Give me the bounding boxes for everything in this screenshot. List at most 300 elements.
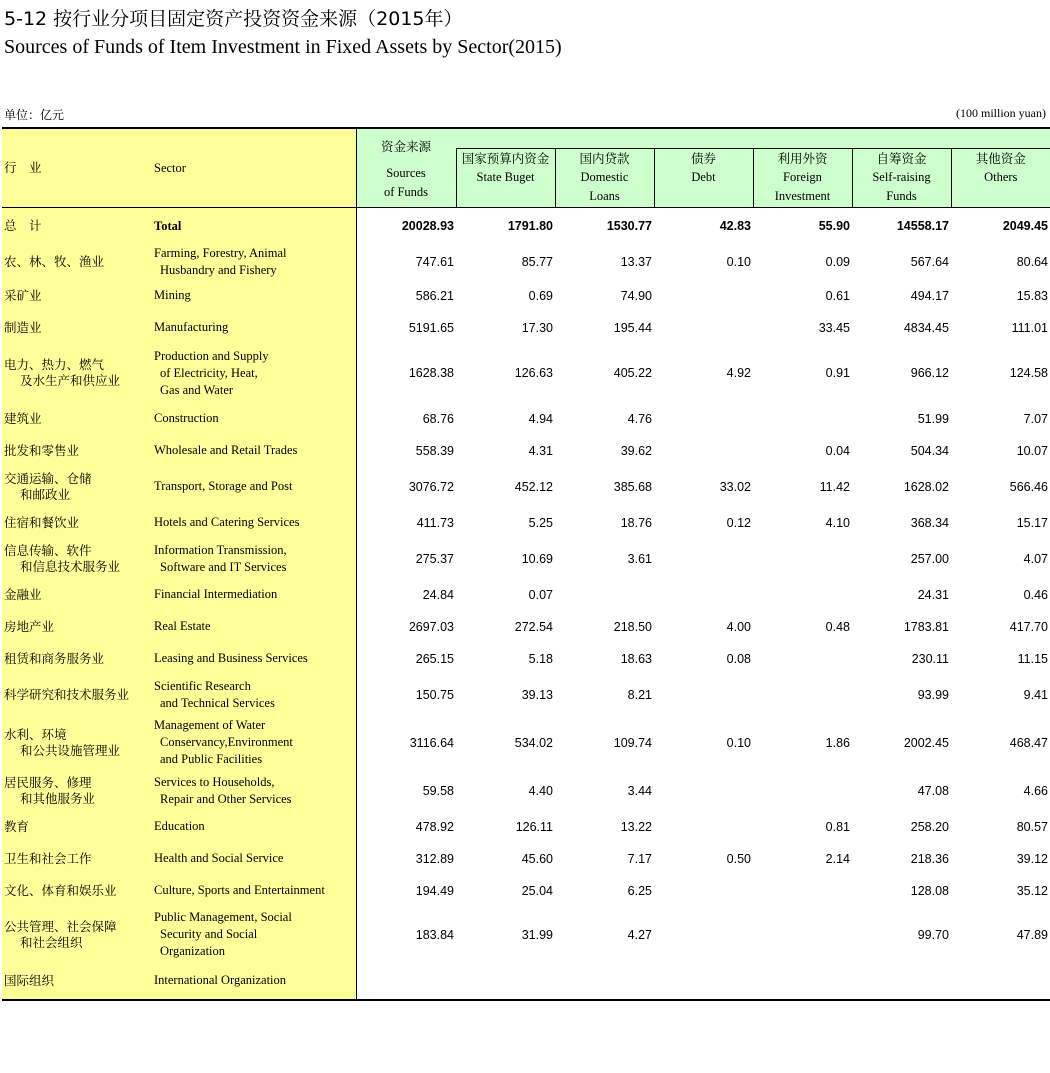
sector-cn-line: 租赁和商务服务业 [4, 650, 105, 666]
header-col-2 [654, 149, 753, 208]
header-total-en-1: Sources [386, 166, 426, 180]
sector-cn [2, 675, 154, 715]
value-cell: 25.04 [521, 883, 553, 898]
value-cell: 0.48 [825, 619, 850, 634]
value-cell: 45.60 [521, 851, 553, 866]
value-cell: 405.22 [613, 366, 652, 380]
value-cell [654, 312, 753, 344]
value-cell: 74.90 [620, 288, 652, 303]
value-cell: 111.01 [1011, 320, 1048, 335]
header-sector-cn: 行 业 [2, 128, 154, 208]
value-cell: 411.73 [416, 515, 454, 530]
value-cell: 39.13 [521, 687, 553, 702]
value-cell: 9.41 [1023, 687, 1048, 702]
sector-cn [2, 245, 154, 280]
value-cell: 385.68 [613, 479, 652, 494]
value-cell: 4.07 [1023, 551, 1048, 566]
value-cell: 10.07 [1016, 443, 1048, 458]
value-cell: 0.09 [825, 255, 850, 269]
value-cell: 7.07 [1023, 411, 1048, 426]
sector-en [154, 435, 356, 467]
sector-cn-line: 交通运输、仓储 [4, 470, 92, 486]
value-cell: 4834.45 [903, 320, 949, 335]
value-cell: 4.10 [825, 515, 850, 530]
value-cell: 126.63 [514, 366, 553, 380]
value-cell: 567.64 [910, 255, 949, 269]
value-cell [753, 963, 852, 1000]
header-col-en1: Domestic [580, 170, 629, 184]
sector-cn-line: 和其他服务业 [20, 790, 96, 806]
value-cell: 2002.45 [903, 735, 949, 750]
value-cell: 80.57 [1016, 819, 1048, 834]
value-cell: 11.15 [1017, 651, 1048, 666]
sector-en [154, 811, 356, 843]
sector-cn-line: 国际组织 [4, 972, 55, 988]
value-cell [654, 435, 753, 467]
sector-cn [2, 771, 154, 811]
unit-label-en: (100 million yuan) [956, 106, 1046, 120]
sector-cn [2, 507, 154, 539]
value-cell [555, 579, 654, 611]
header-col-en1: State Buget [476, 170, 535, 184]
sector-cn-line: 居民服务、修理 [4, 774, 92, 790]
sector-cn-line: 总 计 [4, 218, 42, 234]
page-title-en: Sources of Funds of Item Investment in Fixed Assets by Sector(2015) [4, 36, 562, 58]
table-row [2, 675, 1050, 715]
sector-cn-line: 房地产业 [4, 618, 55, 634]
table-row [2, 771, 1050, 811]
sector-cn [2, 280, 154, 312]
sector-cn-line: 教育 [4, 818, 30, 834]
sector-en-line: Repair and Other Services [160, 791, 292, 806]
value-cell: 3.44 [627, 783, 652, 798]
value-cell: 0.10 [726, 735, 751, 750]
table-row [2, 507, 1050, 539]
value-cell: 4.00 [726, 619, 751, 634]
header-col-en1: Debt [691, 170, 716, 184]
sector-en [154, 467, 356, 507]
sector-en-line: Real Estate [154, 619, 211, 633]
sector-cn-line: 科学研究和技术服务业 [4, 686, 130, 702]
value-cell: 0.50 [726, 851, 751, 866]
value-cell: 99.70 [917, 927, 949, 942]
value-cell: 1791.80 [507, 219, 553, 234]
sector-en-line: Organization [160, 944, 226, 958]
value-cell: 566.46 [1009, 479, 1048, 494]
value-cell: 0.91 [825, 366, 850, 380]
sector-cn-line: 水利、环境 [4, 726, 67, 742]
value-cell: 230.11 [911, 651, 949, 666]
sector-en [154, 245, 356, 280]
value-cell: 966.12 [910, 366, 949, 380]
table-row [2, 467, 1050, 507]
sector-cn [2, 579, 154, 611]
sector-cn [2, 643, 154, 675]
header-col-en1: Self-raising [872, 170, 931, 184]
value-cell: 452.12 [514, 479, 553, 494]
sector-cn [2, 344, 154, 403]
sector-en [154, 539, 356, 579]
header-col-cn: 自筹资金 [876, 151, 927, 166]
sector-cn [2, 539, 154, 579]
sector-cn-line: 批发和零售业 [4, 442, 80, 458]
sector-en-line: Management of Water [154, 718, 266, 732]
value-cell: 109.74 [613, 735, 652, 750]
sector-cn-line: 文化、体育和娱乐业 [4, 882, 117, 898]
value-cell: 47.89 [1016, 927, 1048, 942]
value-cell: 417.70 [1009, 619, 1048, 634]
value-cell: 124.58 [1009, 366, 1048, 380]
sector-en-line: Information Transmission, [154, 542, 287, 557]
value-cell: 272.54 [514, 619, 553, 634]
sector-cn-line: 住宿和餐饮业 [4, 514, 80, 530]
value-cell: 258.20 [910, 819, 949, 834]
sector-en-line: Total [154, 218, 182, 233]
value-cell: 126.11 [515, 819, 553, 834]
sector-en-line: and Public Facilities [160, 752, 263, 766]
value-cell: 0.69 [528, 288, 553, 303]
value-cell [654, 907, 753, 963]
sector-en-line: Health and Social Service [154, 851, 284, 865]
value-cell [753, 907, 852, 963]
sector-en [154, 208, 356, 245]
header-col-cn: 其他资金 [975, 151, 1026, 166]
value-cell: 128.08 [910, 883, 949, 898]
value-cell: 312.89 [415, 851, 454, 866]
value-cell: 11.42 [819, 479, 850, 494]
sector-cn [2, 907, 154, 963]
sector-en-line: Scientific Research [154, 678, 251, 693]
sector-en [154, 771, 356, 811]
header-col-1 [555, 149, 654, 208]
value-cell: 8.21 [627, 687, 652, 702]
value-cell [852, 963, 951, 1000]
value-cell: 183.84 [415, 927, 454, 942]
sector-en [154, 312, 356, 344]
value-cell: 3076.72 [408, 479, 454, 494]
sector-cn-line: 制造业 [4, 319, 42, 335]
value-cell: 55.90 [818, 219, 850, 234]
value-cell [654, 963, 753, 1000]
value-cell: 15.83 [1016, 288, 1048, 303]
value-cell [753, 579, 852, 611]
value-cell: 5191.65 [408, 320, 454, 335]
header-col-en2: Investment [774, 189, 831, 203]
value-cell: 18.76 [620, 515, 652, 530]
value-cell: 368.34 [910, 515, 949, 530]
sector-en [154, 875, 356, 907]
value-cell: 534.02 [514, 735, 553, 750]
value-cell: 0.46 [1023, 587, 1048, 602]
header-col-0 [456, 149, 555, 208]
value-cell: 4.76 [627, 411, 652, 426]
sector-en-line: Gas and Water [160, 382, 234, 397]
sector-en [154, 403, 356, 435]
value-cell: 2697.03 [408, 619, 454, 634]
value-cell: 1628.02 [903, 479, 949, 494]
table-row [2, 643, 1050, 675]
table-row [2, 245, 1050, 280]
sector-en [154, 611, 356, 643]
sector-en [154, 963, 356, 1000]
sector-cn-line: 建筑业 [4, 410, 42, 426]
value-cell [753, 403, 852, 435]
value-cell [654, 675, 753, 715]
value-cell: 0.07 [528, 587, 553, 602]
value-cell [456, 963, 555, 1000]
value-cell: 468.47 [1009, 735, 1048, 750]
value-cell: 39.62 [620, 443, 652, 458]
value-cell [654, 539, 753, 579]
value-cell: 1530.77 [606, 219, 652, 234]
value-cell: 257.00 [910, 551, 949, 566]
value-cell: 3.61 [627, 551, 652, 566]
value-cell: 4.27 [627, 927, 652, 942]
sector-en-line: Transport, Storage and Post [154, 479, 293, 493]
header-col-en1: Foreign [783, 170, 822, 184]
value-cell: 2049.45 [1002, 219, 1048, 234]
sector-cn [2, 811, 154, 843]
value-cell: 42.83 [719, 219, 751, 234]
header-col-en2: Loans [589, 189, 620, 203]
value-cell [654, 811, 753, 843]
value-cell: 18.63 [620, 651, 652, 666]
page-title-cn: 5-12 按行业分项目固定资产投资资金来源（2015年） [4, 8, 463, 30]
value-cell: 1.86 [825, 735, 850, 750]
value-cell: 558.39 [415, 443, 454, 458]
value-cell: 6.25 [627, 883, 652, 898]
header-total-cn: 资金来源 [380, 139, 431, 154]
value-cell: 68.76 [422, 411, 454, 426]
table-row [2, 963, 1050, 1000]
sector-en [154, 579, 356, 611]
value-cell: 504.34 [910, 443, 949, 458]
value-cell [753, 675, 852, 715]
value-cell: 20028.93 [401, 219, 454, 234]
value-cell: 33.02 [719, 479, 751, 494]
sector-cn-line: 采矿业 [4, 287, 42, 303]
value-cell: 195.44 [613, 320, 652, 335]
sector-cn [2, 403, 154, 435]
table-row [2, 811, 1050, 843]
sector-cn-line: 和信息技术服务业 [20, 558, 121, 574]
value-cell: 4.66 [1023, 783, 1048, 798]
header-total-en-2: of Funds [383, 185, 429, 199]
value-cell: 4.31 [528, 443, 553, 458]
value-cell: 0.61 [825, 288, 850, 303]
value-cell: 0.08 [726, 651, 751, 666]
value-cell: 10.69 [521, 551, 553, 566]
sector-en [154, 715, 356, 771]
sector-en-line: Software and IT Services [160, 559, 287, 574]
value-cell: 17.30 [521, 320, 553, 335]
value-cell: 586.21 [415, 288, 454, 303]
sector-en-line: Husbandry and Fishery [160, 263, 277, 277]
value-cell [753, 643, 852, 675]
value-cell [356, 963, 456, 1000]
header-sector-en: Sector [154, 128, 356, 208]
sector-cn [2, 208, 154, 245]
sector-en-line: and Technical Services [160, 695, 275, 710]
sector-en-line: Services to Households, [154, 774, 275, 789]
sector-en [154, 907, 356, 963]
sector-cn-line: 公共管理、社会保障 [4, 918, 117, 934]
sector-en-line: Security and Social [160, 927, 258, 941]
value-cell: 494.17 [910, 288, 949, 303]
value-cell [654, 403, 753, 435]
value-cell [753, 539, 852, 579]
value-cell: 7.17 [627, 851, 652, 866]
value-cell: 33.45 [818, 320, 850, 335]
value-cell: 0.10 [726, 255, 751, 269]
value-cell [654, 771, 753, 811]
sector-en-line: of Electricity, Heat, [160, 365, 258, 380]
value-cell: 265.15 [415, 651, 454, 666]
sector-cn [2, 611, 154, 643]
value-cell: 218.36 [910, 851, 949, 866]
sector-en [154, 675, 356, 715]
value-cell: 0.04 [825, 443, 850, 458]
table-row [2, 715, 1050, 771]
sector-en-line: Farming, Forestry, Animal [154, 246, 287, 260]
sector-cn [2, 875, 154, 907]
value-cell: 1783.81 [903, 619, 949, 634]
sector-cn-line: 信息传输、软件 [4, 542, 92, 558]
header-col-cn: 债券 [690, 151, 716, 166]
table-row [2, 435, 1050, 467]
sector-cn-line: 金融业 [4, 586, 42, 602]
value-cell: 39.12 [1016, 851, 1048, 866]
sector-en-line: Wholesale and Retail Trades [154, 443, 298, 457]
value-cell: 35.12 [1016, 883, 1048, 898]
table-row [2, 403, 1050, 435]
value-cell [753, 875, 852, 907]
sector-en-line: Culture, Sports and Entertainment [154, 883, 325, 897]
header-col-3 [753, 149, 852, 208]
value-cell: 4.94 [528, 411, 553, 426]
table-row [2, 312, 1050, 344]
value-cell [654, 579, 753, 611]
table-row [2, 344, 1050, 403]
value-cell: 1628.38 [408, 366, 454, 380]
table-row [2, 843, 1050, 875]
table-row [2, 907, 1050, 963]
value-cell [753, 771, 852, 811]
sector-en-line: Production and Supply [154, 348, 269, 363]
value-cell [555, 963, 654, 1000]
sector-en-line: Education [154, 819, 205, 833]
value-cell: 80.64 [1016, 255, 1048, 269]
header-col-cn: 国内贷款 [579, 151, 630, 166]
value-cell: 2.14 [825, 851, 850, 866]
value-cell: 3116.64 [409, 735, 454, 750]
table-row [2, 875, 1050, 907]
sector-cn-line: 和邮政业 [20, 486, 71, 502]
sector-en-line: International Organization [154, 973, 287, 987]
sector-en-line: Conservancy,Environment [160, 735, 293, 749]
header-col-cn: 利用外资 [777, 151, 828, 166]
value-cell: 4.40 [528, 783, 553, 798]
sector-en [154, 507, 356, 539]
value-cell: 24.84 [422, 587, 454, 602]
header-col-5 [951, 149, 1050, 208]
table-row [2, 208, 1050, 245]
table-row [2, 611, 1050, 643]
value-cell: 4.92 [726, 366, 751, 380]
sector-en-line: Leasing and Business Services [154, 651, 308, 665]
sector-cn-line: 和公共设施管理业 [20, 742, 121, 758]
header-col-en1: Others [984, 170, 1018, 184]
sector-cn-line: 及水生产和供应业 [20, 373, 121, 388]
sector-cn [2, 312, 154, 344]
value-cell: 478.92 [415, 819, 454, 834]
table-row [2, 280, 1050, 312]
value-cell: 747.61 [415, 255, 454, 269]
value-cell: 218.50 [613, 619, 652, 634]
sector-cn [2, 467, 154, 507]
sector-en-line: Hotels and Catering Services [154, 515, 300, 529]
header-spacer [456, 128, 1050, 149]
sector-en-line: Manufacturing [154, 320, 229, 334]
value-cell: 275.37 [415, 551, 454, 566]
sector-cn-line: 农、林、牧、渔业 [4, 254, 105, 269]
value-cell: 13.22 [620, 819, 652, 834]
sector-cn [2, 435, 154, 467]
sector-en-line: Mining [154, 288, 191, 302]
value-cell: 150.75 [415, 687, 454, 702]
header-col-cn: 国家预算内资金 [461, 151, 550, 166]
sector-en [154, 344, 356, 403]
funds-table [2, 127, 1050, 1001]
table-row [2, 539, 1050, 579]
sector-cn [2, 843, 154, 875]
header-col-en2: Funds [886, 189, 917, 203]
value-cell: 24.31 [917, 587, 949, 602]
sector-cn-line: 和社会组织 [20, 934, 83, 950]
sector-cn [2, 715, 154, 771]
value-cell: 0.12 [726, 515, 751, 530]
header-total [356, 128, 456, 208]
value-cell: 0.81 [825, 819, 850, 834]
value-cell: 85.77 [521, 255, 553, 269]
sector-en [154, 280, 356, 312]
value-cell: 14558.17 [896, 219, 949, 234]
value-cell: 93.99 [917, 687, 949, 702]
sector-en-line: Financial Intermediation [154, 587, 278, 601]
sector-cn-line: 电力、热力、燃气 [4, 357, 105, 372]
value-cell: 59.58 [422, 783, 454, 798]
sector-en-line: Construction [154, 411, 219, 425]
value-cell: 51.99 [917, 411, 949, 426]
sector-en-line: Public Management, Social [154, 910, 292, 924]
sector-cn [2, 963, 154, 1000]
value-cell: 5.25 [528, 515, 553, 530]
value-cell [951, 963, 1050, 1000]
value-cell: 194.49 [415, 883, 454, 898]
value-cell: 13.37 [620, 255, 652, 269]
sector-en [154, 843, 356, 875]
value-cell [654, 280, 753, 312]
value-cell: 31.99 [521, 927, 553, 942]
sector-en [154, 643, 356, 675]
header-col-4 [852, 149, 951, 208]
sector-cn-line: 卫生和社会工作 [4, 850, 92, 866]
value-cell [654, 875, 753, 907]
value-cell: 15.17 [1016, 515, 1048, 530]
value-cell: 5.18 [528, 651, 553, 666]
value-cell: 47.08 [917, 783, 949, 798]
unit-label-cn: 单位：亿元 [4, 108, 65, 122]
